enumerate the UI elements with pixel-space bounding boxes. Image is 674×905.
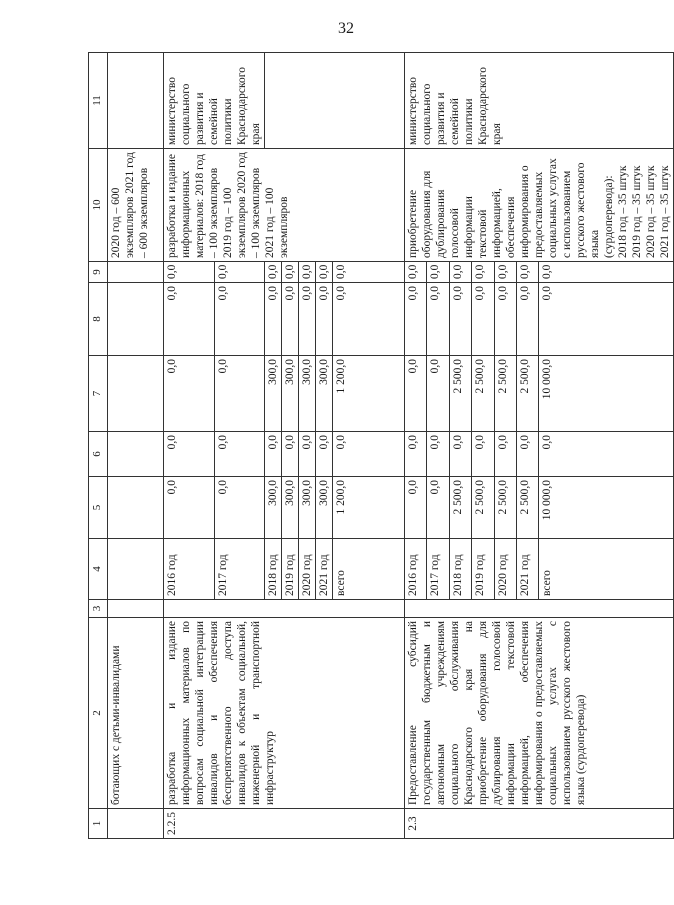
continuation-description: ботающих с детьми-инвалидами (108, 618, 164, 809)
rotated-table-area (88, 53, 671, 839)
year-label: 2017 год (214, 539, 265, 600)
total-amount: 0,0 (164, 477, 215, 539)
other-amount: 0,0 (316, 262, 333, 283)
total-amount: 2 500,0 (494, 477, 516, 539)
regional-amount: 10 000,0 (539, 356, 674, 432)
federal-amount: 0,0 (405, 432, 427, 477)
local-amount: 0,0 (299, 283, 316, 356)
regional-amount: 300,0 (265, 356, 282, 432)
executor-2-2-5: министерство социального развития и семейной политики Краснодарского края (164, 53, 265, 149)
table-row (405, 53, 427, 839)
page-number: 32 (338, 20, 354, 37)
year-label: 2016 год (164, 539, 215, 600)
regional-amount: 0,0 (427, 356, 449, 432)
total-amount: 0,0 (405, 477, 427, 539)
federal-amount: 0,0 (282, 432, 299, 477)
federal-amount: 0,0 (265, 432, 282, 477)
col-header-10: 10 (89, 149, 108, 262)
local-amount: 0,0 (333, 283, 405, 356)
regional-amount: 300,0 (282, 356, 299, 432)
local-amount: 0,0 (449, 283, 471, 356)
regional-amount: 300,0 (316, 356, 333, 432)
other-amount: 0,0 (265, 262, 282, 283)
local-amount: 0,0 (405, 283, 427, 356)
year-label: 2019 год (282, 539, 299, 600)
year-label: 2019 год (472, 539, 494, 600)
regional-amount: 2 500,0 (494, 356, 516, 432)
local-amount: 0,0 (517, 283, 539, 356)
other-amount: 0,0 (282, 262, 299, 283)
federal-amount: 0,0 (449, 432, 471, 477)
total-amount: 0,0 (427, 477, 449, 539)
year-label: всего (333, 539, 405, 600)
federal-amount: 0,0 (517, 432, 539, 477)
total-amount: 300,0 (265, 477, 282, 539)
other-amount: 0,0 (427, 262, 449, 283)
col-header-4: 4 (89, 539, 108, 600)
federal-amount: 0,0 (539, 432, 674, 477)
year-label: всего (539, 539, 674, 600)
col-header-8: 8 (89, 283, 108, 356)
total-amount: 300,0 (316, 477, 333, 539)
program-measures-table (88, 52, 674, 839)
federal-amount: 0,0 (164, 432, 215, 477)
local-amount: 0,0 (265, 283, 282, 356)
col-header-6: 6 (89, 432, 108, 477)
total-amount: 1 200,0 (333, 477, 405, 539)
col-header-11: 11 (89, 53, 108, 149)
federal-amount: 0,0 (299, 432, 316, 477)
result-2-2-5: разработка и издание информационных материалов: 2018 год – 100 экземпляров 2019 год – 100 экземпляров 2020 год – 100 экземпляров 2021 год – 100 экземпляров (164, 149, 405, 262)
federal-amount: 0,0 (316, 432, 333, 477)
regional-amount: 0,0 (405, 356, 427, 432)
other-amount: 0,0 (333, 262, 405, 283)
row-number-2-2-5: 2.2.5 (164, 809, 405, 839)
federal-amount: 0,0 (333, 432, 405, 477)
measure-description-2-3: Предоставление субсидий государственным бюджетным и автономным учреждениям социального обслуживания Краснодарского края на приобретение оборудования для дублирования голосовой информации текстовой информацией, обеспечения информирования о предоставляемых социальных услугах с использованием русского жестового языка (сурдоперевода) (405, 618, 674, 809)
measure-description-2-2-5: разработка и издание информационных материалов по вопросам социальной интеграции инвалидов и обеспечения беспрепятственного доступа инвалидов к объектам социальной, инженерной и транспортной инфраструктур (164, 618, 405, 809)
other-amount: 0,0 (494, 262, 516, 283)
federal-amount: 0,0 (494, 432, 516, 477)
local-amount: 0,0 (427, 283, 449, 356)
continuation-row (108, 53, 164, 839)
federal-amount: 0,0 (427, 432, 449, 477)
table-row (164, 53, 215, 839)
local-amount: 0,0 (494, 283, 516, 356)
col-header-5: 5 (89, 477, 108, 539)
other-amount: 0,0 (214, 262, 265, 283)
other-amount: 0,0 (164, 262, 215, 283)
col-header-7: 7 (89, 356, 108, 432)
year-label: 2021 год (316, 539, 333, 600)
regional-amount: 0,0 (164, 356, 215, 432)
column-number-row (89, 53, 108, 839)
year-label: 2017 год (427, 539, 449, 600)
col-header-2: 2 (89, 618, 108, 809)
local-amount: 0,0 (214, 283, 265, 356)
regional-amount: 300,0 (299, 356, 316, 432)
col-header-9: 9 (89, 262, 108, 283)
federal-amount: 0,0 (214, 432, 265, 477)
total-amount: 10 000,0 (539, 477, 674, 539)
year-label: 2021 год (517, 539, 539, 600)
other-amount: 0,0 (539, 262, 674, 283)
row-number-2-3: 2.3 (405, 809, 674, 839)
year-label: 2020 год (299, 539, 316, 600)
regional-amount: 2 500,0 (517, 356, 539, 432)
local-amount: 0,0 (282, 283, 299, 356)
result-2-3: приобретение оборудования для дублирования голосовой информации текстовой информацией, обеспечения информирования о предоставляемых социальных услугах с использованием русского жестового языка (сурдоперевода): 2018 год – 35 штук 2019 год – 35 штук 2020 год – 35 штук 2021 год – 35 штук (405, 149, 674, 262)
year-label: 2018 год (449, 539, 471, 600)
regional-amount: 2 500,0 (449, 356, 471, 432)
total-amount: 300,0 (282, 477, 299, 539)
other-amount: 0,0 (405, 262, 427, 283)
regional-amount: 1 200,0 (333, 356, 405, 432)
year-label: 2016 год (405, 539, 427, 600)
col-header-3: 3 (89, 600, 108, 618)
local-amount: 0,0 (164, 283, 215, 356)
local-amount: 0,0 (539, 283, 674, 356)
other-amount: 0,0 (299, 262, 316, 283)
col-header-1: 1 (89, 809, 108, 839)
other-amount: 0,0 (449, 262, 471, 283)
other-amount: 0,0 (472, 262, 494, 283)
total-amount: 2 500,0 (449, 477, 471, 539)
total-amount: 300,0 (299, 477, 316, 539)
total-amount: 2 500,0 (472, 477, 494, 539)
other-amount: 0,0 (517, 262, 539, 283)
local-amount: 0,0 (316, 283, 333, 356)
federal-amount: 0,0 (472, 432, 494, 477)
regional-amount: 0,0 (214, 356, 265, 432)
local-amount: 0,0 (472, 283, 494, 356)
total-amount: 0,0 (214, 477, 265, 539)
regional-amount: 2 500,0 (472, 356, 494, 432)
executor-2-3: министерство социального развития и семейной политики Краснодарского края (405, 53, 674, 149)
continuation-result: 2020 год – 600 экземпляров 2021 год – 600 экземпляров (108, 149, 164, 262)
year-label: 2020 год (494, 539, 516, 600)
total-amount: 2 500,0 (517, 477, 539, 539)
year-label: 2018 год (265, 539, 282, 600)
